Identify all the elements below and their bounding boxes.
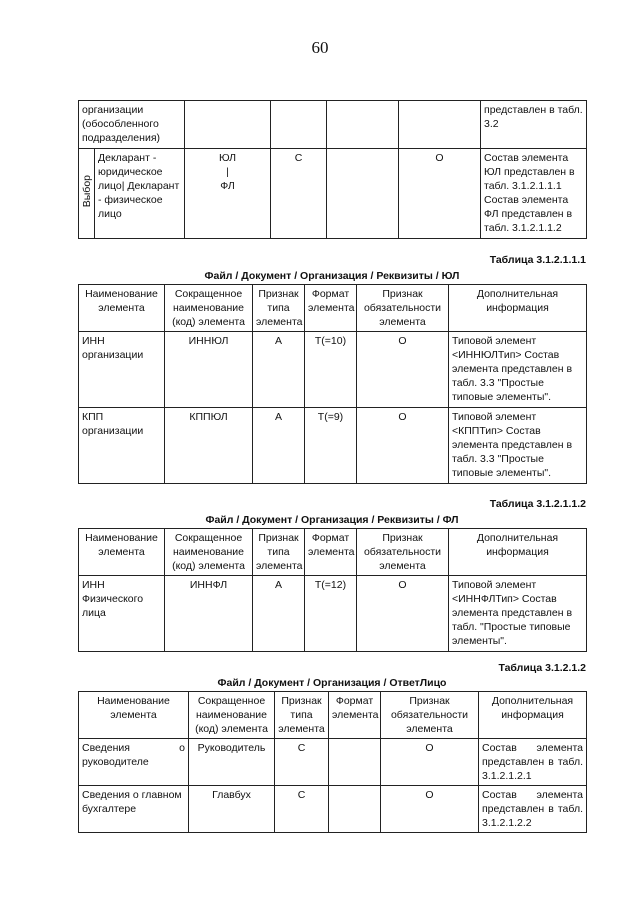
choice-label: Выбор: [80, 175, 93, 208]
responsible-person-table: [78, 691, 587, 833]
code-cell: ЮЛ | ФЛ: [185, 149, 271, 239]
requisites-ul-table: [78, 284, 587, 484]
table-title: Файл / Документ / Организация / Реквизиты / ЮЛ: [204, 270, 460, 282]
table-row: ИНН Физического лица ИННФЛ А Т(=12) О Типовой элемент <ИННФЛТип> Состав элемента представлен в табл. "Простые типовые элементы".: [79, 576, 587, 652]
required-cell: О: [399, 149, 481, 239]
table-row: Сведения о главном бухгалтере Главбух С О Состав элемента представлен в табл. 3.1.2.1.2.2: [79, 786, 587, 833]
page-number: 60: [311, 38, 329, 57]
table-row: ИНН организации ИННЮЛ А Т(=10) О Типовой элемент <ИННЮЛТип> Состав элемента представлен в табл. 3.3 "Простые типовые элементы".: [79, 332, 587, 408]
table-row: [79, 101, 587, 149]
element-name-cell: Декларант - юридическое лицо| Декларант - физическое лицо: [95, 149, 185, 239]
continuation-table: [78, 100, 587, 239]
header-row: Наименование элемента Сокращенное наименование (код) элемента Признак типа элемента Формат элемента Признак обязательности элемента Дополнительная информация: [79, 692, 587, 739]
table-row: КПП организации КППЮЛ А Т(=9) О Типовой элемент <КППТип> Состав элемента представлен в табл. 3.3 "Простые типовые элементы".: [79, 408, 587, 484]
type-cell: С: [271, 149, 327, 239]
header-row: Наименование элемента Сокращенное наименование (код) элемента Признак типа элемента Формат элемента Признак обязательности элемента Дополнительная информация: [79, 529, 587, 576]
table-number: Таблица 3.1.2.1.1.1: [489, 254, 586, 266]
table-title: Файл / Документ / Организация / Реквизиты / ФЛ: [205, 514, 459, 526]
header-row: Наименование элемента Сокращенное наименование (код) элемента Признак типа элемента Формат элемента Признак обязательности элемента Дополнительная информация: [79, 285, 587, 332]
table-row: Сведения о руководителе Руководитель С О Состав элемента представлен в табл. 3.1.2.1.2.1: [79, 739, 587, 786]
table-row: [79, 149, 587, 239]
requisites-fl-table: [78, 528, 587, 652]
table-number: Таблица 3.1.2.1.1.2: [489, 498, 586, 510]
table-number: Таблица 3.1.2.1.2: [498, 662, 586, 674]
element-name-cell: организации (обособленного подразделения): [79, 101, 185, 149]
choice-group-cell: [79, 149, 95, 239]
table-title: Файл / Документ / Организация / ОтветЛицо: [217, 677, 447, 689]
info-cell: представлен в табл. 3.2: [481, 101, 587, 149]
info-cell: Состав элемента ЮЛ представлен в табл. 3.1.2.1.1.1 Состав элемента ФЛ представлен в табл. 3.1.2.1.1.2: [481, 149, 587, 239]
